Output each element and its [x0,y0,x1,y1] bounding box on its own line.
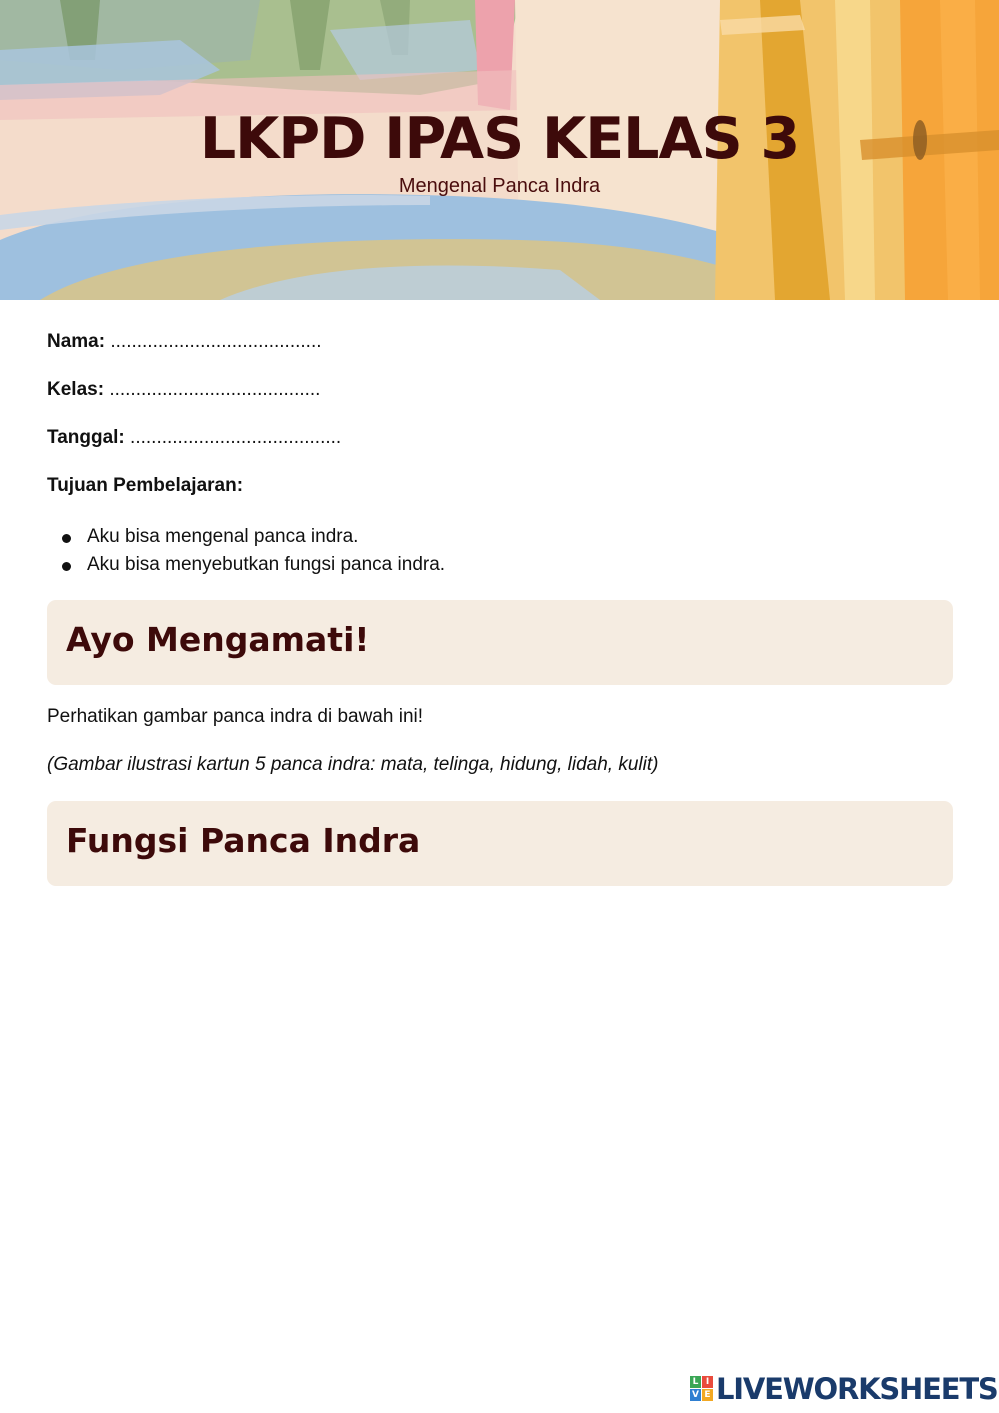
logo-letter: L [690,1376,701,1388]
name-blank: ........................................ [110,331,322,352]
goal-text: Aku bisa mengenal panca indra. [87,526,359,547]
class-blank: ........................................ [109,379,321,400]
class-field[interactable] [47,379,320,401]
image-placeholder-note: (Gambar ilustrasi kartun 5 panca indra: mata, telinga, hidung, lidah, kulit) [47,754,659,775]
learning-goals-list [47,523,445,579]
logo-icon [690,1376,713,1402]
date-field[interactable] [47,427,341,449]
section-function-header [47,801,953,886]
page-title: LKPD IPAS KELAS 3 [199,106,800,172]
header-banner [0,0,999,300]
observe-instruction: Perhatikan gambar panca indra di bawah ini! [47,706,424,727]
section-observe-title: Ayo Mengamati! [66,620,370,659]
list-item [47,551,445,579]
liveworksheets-logo[interactable] [690,1373,998,1405]
logo-letter: V [690,1389,701,1401]
list-item [47,523,445,551]
logo-letter: E [702,1389,713,1401]
bullet-icon [62,562,71,571]
section-observe-header [47,600,953,685]
bullet-icon [62,534,71,543]
logo-text: LIVEWORKSHEETS [716,1372,998,1406]
goal-text: Aku bisa menyebutkan fungsi panca indra. [87,554,446,575]
date-label: Tanggal: [47,427,125,448]
name-label: Nama: [47,331,106,352]
page-subtitle: Mengenal Panca Indra [398,175,601,197]
learning-goals-title: Tujuan Pembelajaran: [47,475,244,496]
date-blank: ........................................ [130,427,342,448]
name-field[interactable] [47,331,322,353]
logo-letter: I [702,1376,713,1388]
section-function-title: Fungsi Panca Indra [66,821,421,860]
class-label: Kelas: [47,379,105,400]
